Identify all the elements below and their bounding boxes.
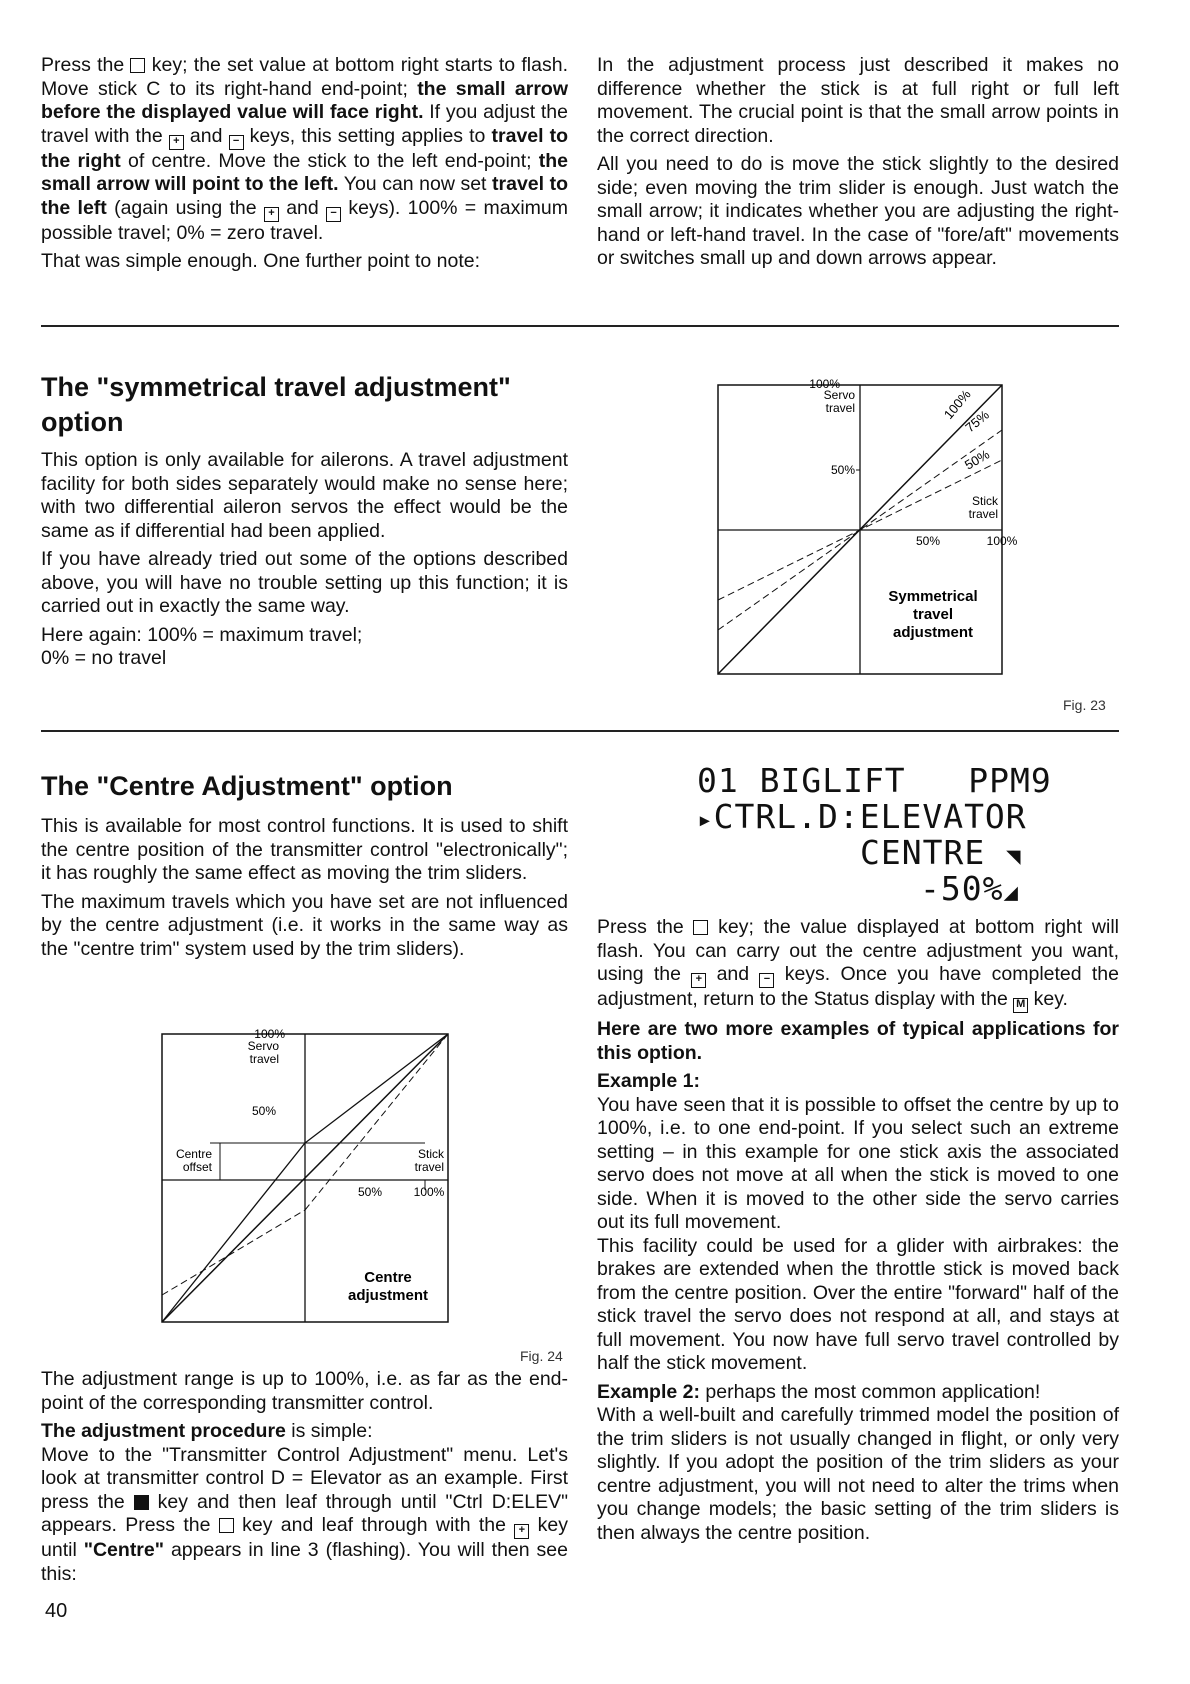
lcd-line-3-text: CENTRE xyxy=(860,833,986,872)
page-number: 40 xyxy=(45,1600,68,1622)
paragraph: In the adjustment process just described it makes no difference whether the stick is at full right or full left movement. The crucial point is that the small arrow points in the correct direction. xyxy=(597,54,1119,147)
paragraph: This is available for most control functions. It is used to shift the centre position of the transmitter control "electronically"; it has roughly the same effect as moving the trim sliders. xyxy=(41,815,568,884)
paragraph: The adjustment range is up to 100%, i.e. as far as the end-point of the corresponding transmitter control. xyxy=(41,1368,568,1414)
fig23-curve-label-50: 50% xyxy=(962,446,993,473)
minus-key-icon: − xyxy=(326,207,341,222)
text: key; the set value at bottom right starts to flash. Move stick C to its right-hand end-point; xyxy=(41,54,568,100)
lcd-line-1: 01 BIGLIFT PPM9 xyxy=(697,761,1052,800)
text: key; the value displayed at bottom right will flash. You can carry out the centre adjustment you want, using the xyxy=(597,916,1120,985)
text: If you adjust the travel with the xyxy=(41,101,569,147)
enter-key-icon xyxy=(134,1495,149,1510)
fig24-caption: adjustment xyxy=(347,1287,429,1304)
enter-key-icon xyxy=(130,58,145,73)
fig23-label-x100: 100% xyxy=(986,534,1018,548)
plus-key-icon: + xyxy=(514,1524,529,1539)
paragraph: That was simple enough. One further point to note: xyxy=(41,250,481,272)
fig23-caption: Symmetrical xyxy=(888,588,978,605)
lcd-line-4 xyxy=(920,869,1019,909)
centre-text-bottom xyxy=(41,1368,568,1591)
enter-key-icon xyxy=(693,920,708,935)
paragraph: All you need to do is move the stick slightly to the desired side; even moving the trim slider is enough. Just watch the small arrow; it indicates whether you are adjusting the right-hand or left-hand travel. In the case of "fore/aft" movements or switches small up and down arrows appear. xyxy=(597,153,1119,269)
fig24-caption: Centre xyxy=(364,1269,412,1286)
text: Press the xyxy=(41,54,125,76)
text: is simple: xyxy=(291,1420,373,1442)
fig24-label-x50: 50% xyxy=(357,1185,383,1199)
paragraph: This option is only available for ailerons. A travel adjustment facility for both sides separately would make no sense here; with two differential aileron servos the effect would be the same as if differential had been applied. xyxy=(41,449,568,542)
paragraph: The maximum travels which you have set are not influenced by the centre adjustment (i.e. it works in the same way as the "centre trim" system used by the trim sliders). xyxy=(41,890,568,960)
lcd-value: -50% xyxy=(920,869,1004,908)
text: (again using the xyxy=(114,196,257,219)
section-divider xyxy=(41,325,1119,327)
text: You can now set xyxy=(343,173,487,195)
bold-text: "Centre" xyxy=(83,1539,164,1561)
fig23-label-travel: travel xyxy=(825,401,855,415)
text: and xyxy=(189,124,223,147)
mode-key-icon: M xyxy=(1013,998,1028,1013)
fig23-label-servo: Servo xyxy=(823,388,855,402)
fig24-label-x100: 100% xyxy=(413,1185,445,1199)
paragraph: This facility could be used for a glider with airbrakes: the brakes are extended when the throttle stick is moved back from the centre position. Over the entire "forward" half of the stick travel the servo does not respond at all, and stays at full movement. You now have full servo travel controlled by half the stick movement. xyxy=(597,1234,1119,1374)
text: key. xyxy=(1033,988,1068,1010)
fig23-label-stick: Stick xyxy=(971,494,998,508)
plus-key-icon: + xyxy=(691,973,706,988)
paragraph: You have seen that it is possible to offset the centre by up to 100%, i.e. to one end-point. If you select such an extreme setting – in this example for one stick axis the associated servo does not move at all when the stick is moved to one side. When it is moved to the other side the servo carries out its full movement. xyxy=(597,1093,1119,1233)
bold-text: Here are two more examples of typical applications for this option. xyxy=(597,1018,1119,1064)
text: and xyxy=(716,963,750,985)
fig24-label-travel: travel xyxy=(249,1052,279,1066)
fig24-label-servo: Servo xyxy=(247,1039,279,1053)
lcd-line-2-text: CTRL.D:ELEVATOR xyxy=(713,797,1027,836)
text: Move to the "Transmitter Control Adjustment" menu. Let's look at transmitter control D = Elevator as an example. First press the xyxy=(41,1443,568,1513)
text: perhaps the most common application! xyxy=(705,1380,1041,1403)
figure-24-centre-adjustment xyxy=(150,1025,470,1330)
fig24-label-100: 100% xyxy=(254,1027,285,1041)
section-heading-symmetrical: The "symmetrical travel adjustment" option xyxy=(41,372,511,437)
fig23-curve-label-100: 100% xyxy=(940,386,974,422)
text: keys). 100% = maximum possible travel; 0% = zero travel. xyxy=(41,196,568,244)
fig23-caption: adjustment xyxy=(892,624,974,641)
fig24-line-dashed xyxy=(305,1034,448,1210)
section-divider xyxy=(41,730,1119,732)
text: and xyxy=(286,196,319,219)
fig24-label-offset: offset xyxy=(182,1160,212,1174)
fig23-label-x50: 50% xyxy=(915,534,941,548)
paragraph: With a well-built and carefully trimmed model the position of the trim sliders is not usually changed in flight, or only very slightly. If you adopt the position of the trim sliders as your centre adjustment, you will not need to alter the trims when you change models; the basic setting of the trim sliders is then always the centre position. xyxy=(597,1404,1119,1544)
top-right-column xyxy=(597,54,1119,276)
text: Press the xyxy=(597,916,684,938)
lcd-line-2 xyxy=(697,797,1027,837)
fig24-line-dashed xyxy=(162,1210,305,1295)
paragraph: 0% = no travel xyxy=(41,647,167,669)
bold-text: The adjustment procedure xyxy=(41,1420,286,1442)
text: keys. Once you have completed the adjustment, return to the Status display with the xyxy=(597,963,1119,1010)
text: appears in line 3 (flashing). You will then see this: xyxy=(41,1539,568,1585)
fig24-label-50: 50% xyxy=(252,1104,277,1118)
minus-key-icon: − xyxy=(759,973,774,988)
text: keys, this setting applies to xyxy=(249,124,486,147)
fig24-label-stick-travel: travel xyxy=(414,1160,444,1174)
corner-arrow-icon: ◢ xyxy=(1003,878,1019,906)
symmetrical-text xyxy=(41,449,568,676)
fig23-label-stick-travel: travel xyxy=(968,507,998,521)
right-arrow-icon: ▸ xyxy=(697,805,714,835)
example-label: Example 2: xyxy=(597,1380,700,1403)
fig23-number: Fig. 23 xyxy=(1063,697,1106,713)
plus-key-icon: + xyxy=(169,135,184,150)
bold-text: the small arrow before the displayed value will face right. xyxy=(41,77,569,123)
lcd-line-3 xyxy=(860,833,1022,873)
centre-right-column xyxy=(597,916,1119,1550)
figure-23-symmetrical-travel xyxy=(700,375,1020,680)
fig24-label-centre: Centre xyxy=(175,1147,212,1161)
corner-arrow-icon: ◥ xyxy=(1006,842,1022,870)
fig23-curve-label-75: 75% xyxy=(962,407,992,436)
centre-text-top xyxy=(41,815,568,966)
fig23-label-100: 100% xyxy=(809,377,840,391)
bold-text: the small arrow will point to the left. xyxy=(41,149,568,195)
top-left-column xyxy=(41,54,568,279)
minus-key-icon: − xyxy=(229,135,244,150)
text: key until xyxy=(41,1514,568,1561)
plus-key-icon: + xyxy=(264,207,279,222)
bold-text: travel to the right xyxy=(41,124,569,172)
fig24-number: Fig. 24 xyxy=(520,1348,563,1364)
section-heading-centre: The "Centre Adjustment" option xyxy=(41,771,453,801)
example-label: Example 1: xyxy=(597,1070,700,1092)
text: key and leaf through with the xyxy=(242,1514,506,1536)
select-key-icon xyxy=(219,1518,234,1533)
fig24-line-offset-high xyxy=(305,1034,448,1143)
fig23-caption: travel xyxy=(912,606,954,623)
text: of centre. Move the stick to the left end-point; xyxy=(128,149,532,172)
bold-text: travel to the left xyxy=(41,173,569,219)
fig23-label-50: 50% xyxy=(830,463,855,477)
text: key and then leaf through until "Ctrl D:ELEV" appears. Press the xyxy=(41,1490,569,1536)
paragraph: Here again: 100% = maximum travel; xyxy=(41,623,363,646)
fig24-label-stick: Stick xyxy=(417,1147,444,1161)
paragraph: If you have already tried out some of the options described above, you will have no trouble setting up this function; it is carried out in exactly the same way. xyxy=(41,548,568,617)
